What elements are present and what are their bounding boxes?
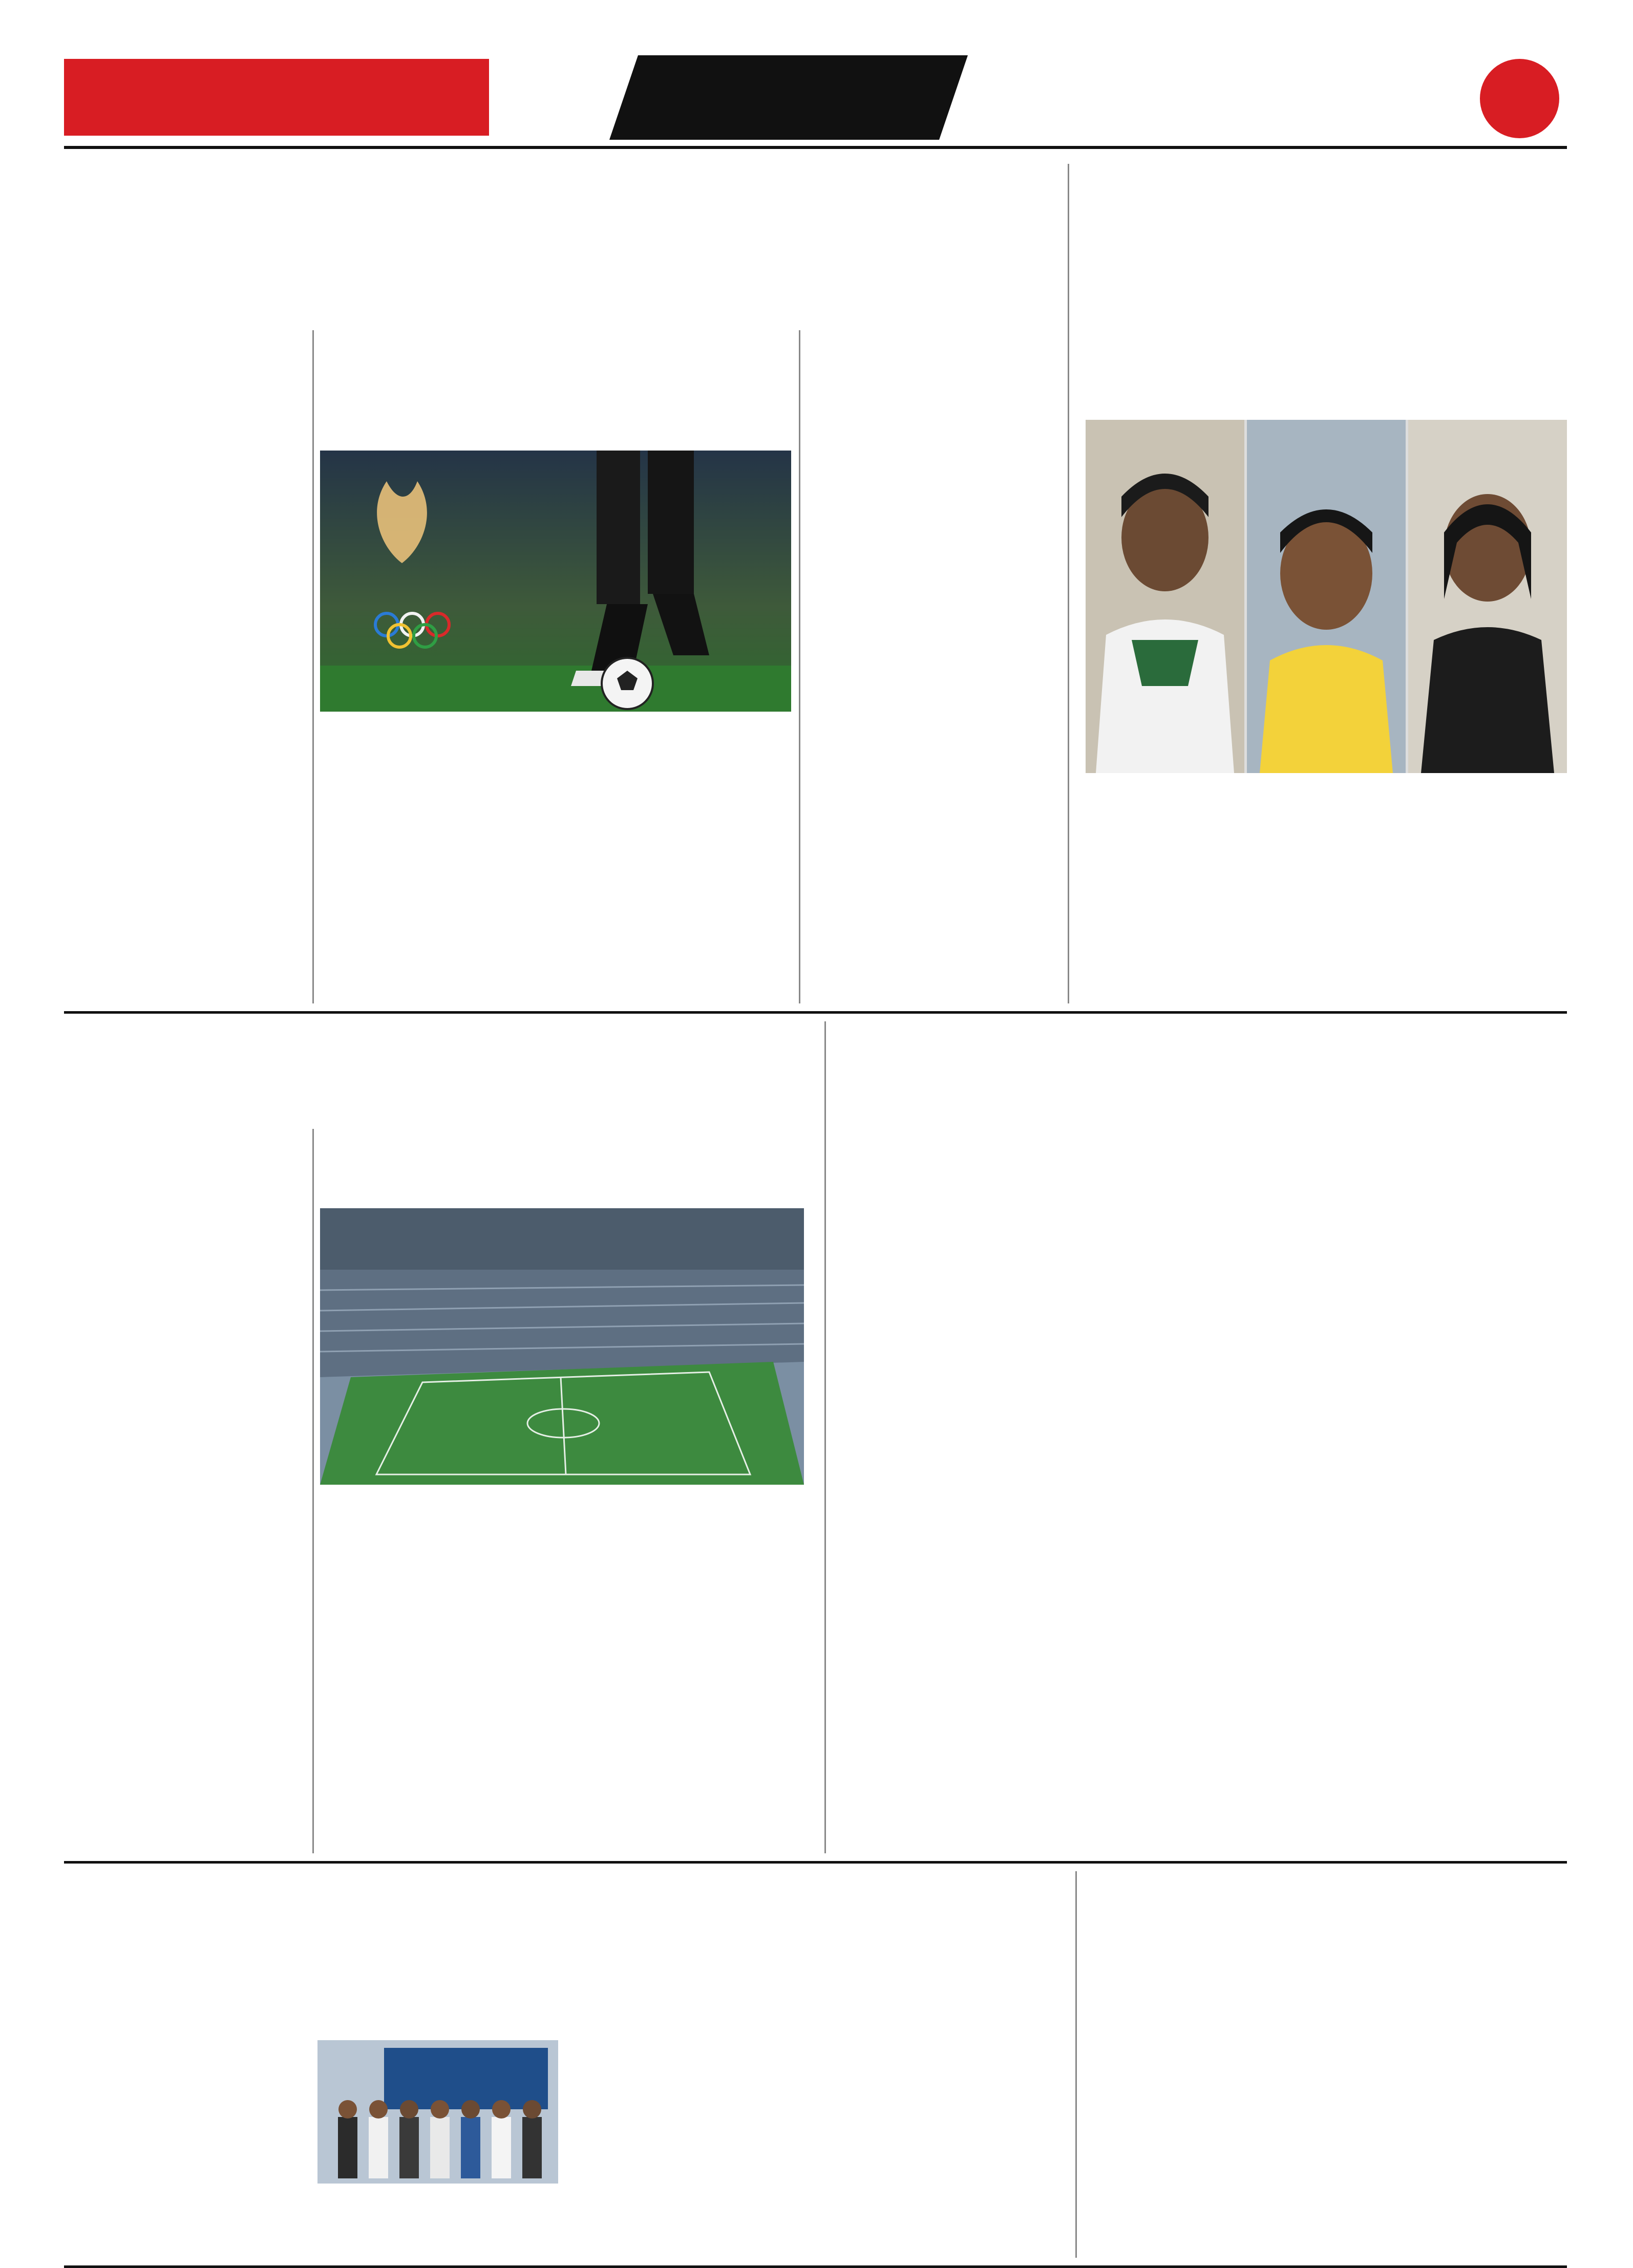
column-rule	[1075, 1871, 1077, 2258]
column-rule	[312, 330, 314, 1003]
spain-col-2-bottom	[320, 1492, 548, 1853]
column-rule	[799, 330, 800, 1003]
women-cricket-col-1-top	[1086, 302, 1326, 412]
paris-col-3-top	[563, 330, 791, 443]
column-rule	[824, 1021, 826, 1853]
panel-discussion-illustration	[317, 2040, 558, 2184]
paris-col-2-bottom	[320, 719, 548, 1003]
section-rule	[64, 1861, 1567, 1864]
paris-col-2-top	[320, 330, 548, 443]
three-players-illustration	[1086, 420, 1567, 773]
column-rule	[312, 1129, 314, 1853]
panel-discussion-photo	[317, 2040, 558, 2184]
spain-col-3-top	[563, 1116, 804, 1203]
women-cricket-photo	[1086, 420, 1567, 773]
masthead-rule	[64, 146, 1567, 149]
stadium-illustration	[320, 1208, 804, 1485]
paris-col-3-bottom	[563, 719, 791, 1003]
olympic-panel-col-3	[574, 1969, 814, 2258]
brand-logo	[64, 59, 489, 136]
olympic-panel-col-2-bottom	[317, 2189, 558, 2258]
olympic-panel-col-1	[64, 1971, 305, 2258]
women-cricket-col-2-bottom	[1334, 781, 1567, 1003]
spain-col-1	[64, 1129, 305, 1853]
page-number	[1480, 59, 1559, 138]
olympic-panel-col-4	[824, 1969, 1065, 2258]
column-rule	[1068, 164, 1069, 1003]
paris-football-photo	[320, 451, 791, 712]
footer-rule	[64, 2265, 1567, 2268]
women-cricket-col-1-bottom	[1086, 781, 1326, 1003]
section-title	[609, 55, 968, 140]
paris-col-1	[64, 330, 305, 1003]
stadium-photo	[320, 1208, 804, 1485]
spain-col-3-bottom	[563, 1492, 804, 1853]
rajouri-col-1	[1091, 1999, 1316, 2258]
rajouri-col-2	[1331, 1999, 1567, 2258]
pcb-col-2	[1083, 1114, 1319, 1853]
football-illustration	[320, 451, 791, 712]
olympic-panel-col-2-top	[317, 1969, 558, 2035]
pcb-col-1	[837, 1114, 1073, 1853]
paris-col-4	[807, 330, 1052, 1003]
section-rule	[64, 1011, 1567, 1014]
spain-col-2-top	[320, 1116, 548, 1203]
women-cricket-col-2-top	[1334, 302, 1567, 412]
pcb-col-3	[1331, 1114, 1567, 1853]
